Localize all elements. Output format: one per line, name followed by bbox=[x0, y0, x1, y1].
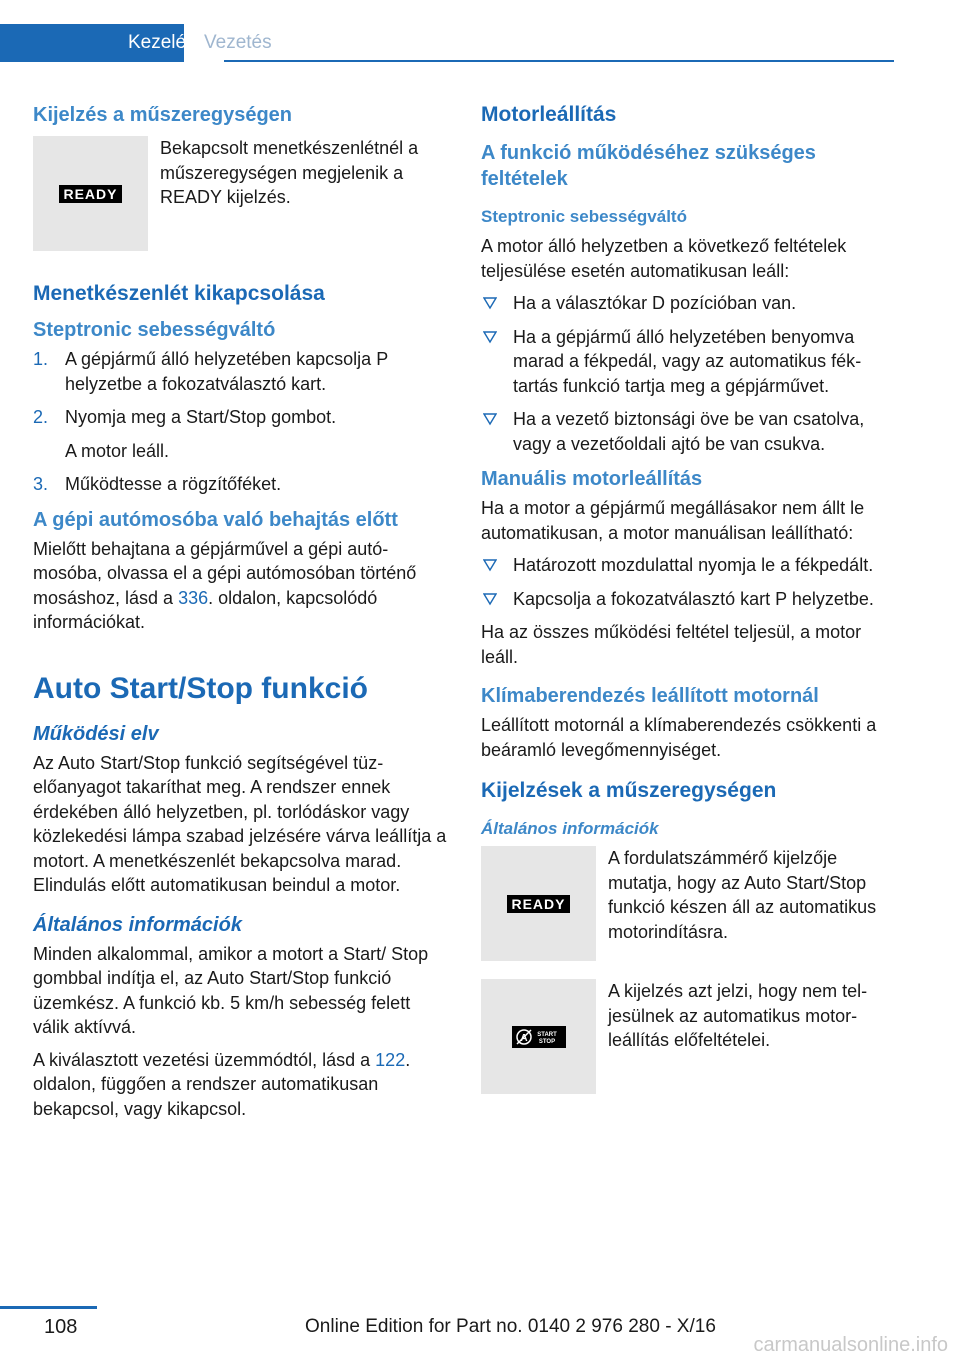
condition-item bbox=[481, 291, 897, 316]
manual-list bbox=[481, 553, 897, 611]
badge-a-text: A bbox=[519, 1032, 528, 1044]
heading-standby-off: Menetkészenlét kikapcsolása bbox=[33, 282, 325, 305]
not-ready-text: A kijelzés azt jelzi, hogy nem teljesülnek az automatikus motorleállítás előfeltételei. bbox=[608, 981, 868, 1050]
step-number: 1. bbox=[33, 349, 49, 369]
watermark: carmanualsonline.info bbox=[753, 1334, 948, 1356]
carwash-text bbox=[33, 537, 449, 635]
manual-text: Határozott mozdulattal nyomja le a fékpedált. bbox=[513, 555, 874, 575]
condition-item bbox=[481, 325, 897, 399]
climate-text: Leállított motornál a klímaberendezés csökkenti a beáramló levegőmennyiséget. bbox=[481, 715, 877, 760]
heading-carwash: A gépi autómosóba való behajtás előtt bbox=[33, 508, 398, 531]
mode-text-pre: A kiválasztott vezetési üzemmódtól, lásd a bbox=[33, 1049, 376, 1070]
heading-display: Kijelzés a műszeregységen bbox=[33, 104, 293, 126]
heading-general-right: Általános információk bbox=[481, 819, 659, 838]
edition-footer: Online Edition for Part no. 0140 2 976 280 - X/16 bbox=[305, 1316, 716, 1337]
condition-text: Ha a választókar D pozícióban van. bbox=[513, 293, 797, 313]
manual-text: Kapcsolja a fokozatválasztó kart P helyzetbe. bbox=[513, 588, 874, 609]
principle-text: Az Auto Start/Stop funkció segítségével tüzelőanyagot takaríthat meg. A rendszer ennek érdekében álló helyzetben, pl. torlódáskor vagy közlekedési lámpa szabad jelzésére várva leállítja a motort. A menetkészenlét bekapcsolva marad. Elindulás előtt automatikusan beindul a motor. bbox=[33, 752, 447, 895]
badge-stop-text: STOP bbox=[538, 1038, 555, 1045]
not-ready-block bbox=[481, 979, 897, 1094]
heading-auto-start-stop: Auto Start/Stop funkció bbox=[33, 671, 368, 705]
condition-item bbox=[481, 407, 897, 456]
chapter-tabs bbox=[0, 24, 292, 62]
mode-text-post: . oldalon, függően a rendszer automatikusan bekapcsol, vagy kikapcsol. bbox=[33, 1049, 411, 1119]
manual-item bbox=[481, 553, 897, 578]
left-column bbox=[33, 100, 449, 1129]
heading-steptronic-left: Steptronic sebességváltó bbox=[33, 319, 276, 341]
manual-intro: Ha a motor a gépjármű megállásakor nem állt le automatikusan, a motor manuálisan leállítható: bbox=[481, 498, 865, 543]
step-subtext: A motor leáll. bbox=[65, 440, 170, 461]
badge-start-text: START bbox=[536, 1031, 557, 1038]
ready-display-block bbox=[33, 136, 449, 251]
heading-climate: Klímaberendezés leállított motornál bbox=[481, 685, 819, 707]
conditions-list bbox=[481, 291, 897, 456]
step-number: 3. bbox=[33, 474, 49, 494]
heading-engine-stop: Motorleállítás bbox=[481, 103, 617, 126]
page-number: 108 bbox=[44, 1316, 78, 1338]
conditions-intro: A motor álló helyzetben a következő feltételek teljesülése esetén automatikusan leáll: bbox=[481, 236, 847, 281]
step-item bbox=[33, 347, 449, 396]
right-column bbox=[481, 100, 897, 1112]
step-item bbox=[33, 472, 449, 497]
step-item bbox=[33, 405, 449, 463]
step-text: A gépjármű álló helyzetében kapcsolja P helyzetbe a fokozatválasztó kart. bbox=[65, 349, 388, 394]
auto-start-stop-crossed-image bbox=[481, 979, 596, 1094]
page-link-122[interactable]: 122 bbox=[375, 1049, 406, 1070]
heading-displays: Kijelzések a műszeregységen bbox=[481, 779, 777, 802]
ready-info-block bbox=[481, 846, 897, 961]
page-link-336[interactable]: 336 bbox=[178, 587, 209, 608]
ready-label-2: READY bbox=[507, 895, 569, 913]
carwash-text-post: . oldalon, kapcsolódó információkat. bbox=[33, 587, 378, 632]
manual-outro: Ha az összes működési feltétel teljesül, a motor leáll. bbox=[481, 622, 862, 667]
tab-vezetes[interactable]: Vezetés bbox=[204, 32, 272, 53]
display-text: Bekapcsolt menetkészenlétnél a műszeregységen megjelenik a READY kijelzés. bbox=[160, 138, 419, 207]
ready-indicator-image-2 bbox=[481, 846, 596, 961]
condition-text: Ha a gépjármű álló helyzetében benyomva marad a fékpedál, vagy az automatikus féktartás funkció tartja meg a gépjárművet. bbox=[513, 326, 862, 396]
ready-indicator-image bbox=[33, 136, 148, 251]
steps-list bbox=[33, 347, 449, 497]
heading-manual-stop: Manuális motorleállítás bbox=[481, 468, 703, 490]
page-number-bar bbox=[0, 1306, 97, 1309]
condition-text: Ha a vezető biztonsági öve be van csatolva, vagy a vezetőoldali ajtó be van csukva. bbox=[513, 409, 865, 454]
heading-steptronic-right: Steptronic sebességváltó bbox=[481, 207, 687, 226]
tab-kezeles[interactable]: Kezelés bbox=[0, 24, 184, 62]
ready-label: READY bbox=[59, 185, 121, 203]
general-text: Minden alkalommal, amikor a motort a Start/ Stop gombbal indítja el, az Auto Start/Stop funkció üzemkész. A funkció kb. 5 km/h sebesség felett válik aktívvá. bbox=[33, 943, 429, 1037]
auto-start-stop-icon bbox=[512, 1026, 566, 1048]
mode-text bbox=[33, 1048, 449, 1122]
heading-general-left: Általános információk bbox=[33, 913, 242, 936]
step-number: 2. bbox=[33, 407, 49, 427]
manual-item bbox=[481, 587, 897, 612]
step-text: Nyomja meg a Start/Stop gombot. bbox=[65, 407, 337, 427]
step-text: Működtesse a rögzítőféket. bbox=[65, 474, 282, 494]
carwash-text-pre: Mielőtt behajtana a gépjárművel a gépi autómosóba, olvassa el a gépi autómosóban történő mosáshoz, lásd a bbox=[33, 538, 417, 608]
tab-underline bbox=[224, 60, 894, 62]
heading-principle: Működési elv bbox=[33, 722, 159, 745]
ready-info-text: A fordulatszámmérő kijelzője mutatja, hogy az Auto Start/Stop funkció készen áll az automatikus motorindításra. bbox=[608, 848, 877, 942]
heading-conditions: A funkció működéséhez szükséges feltételek bbox=[481, 142, 816, 190]
